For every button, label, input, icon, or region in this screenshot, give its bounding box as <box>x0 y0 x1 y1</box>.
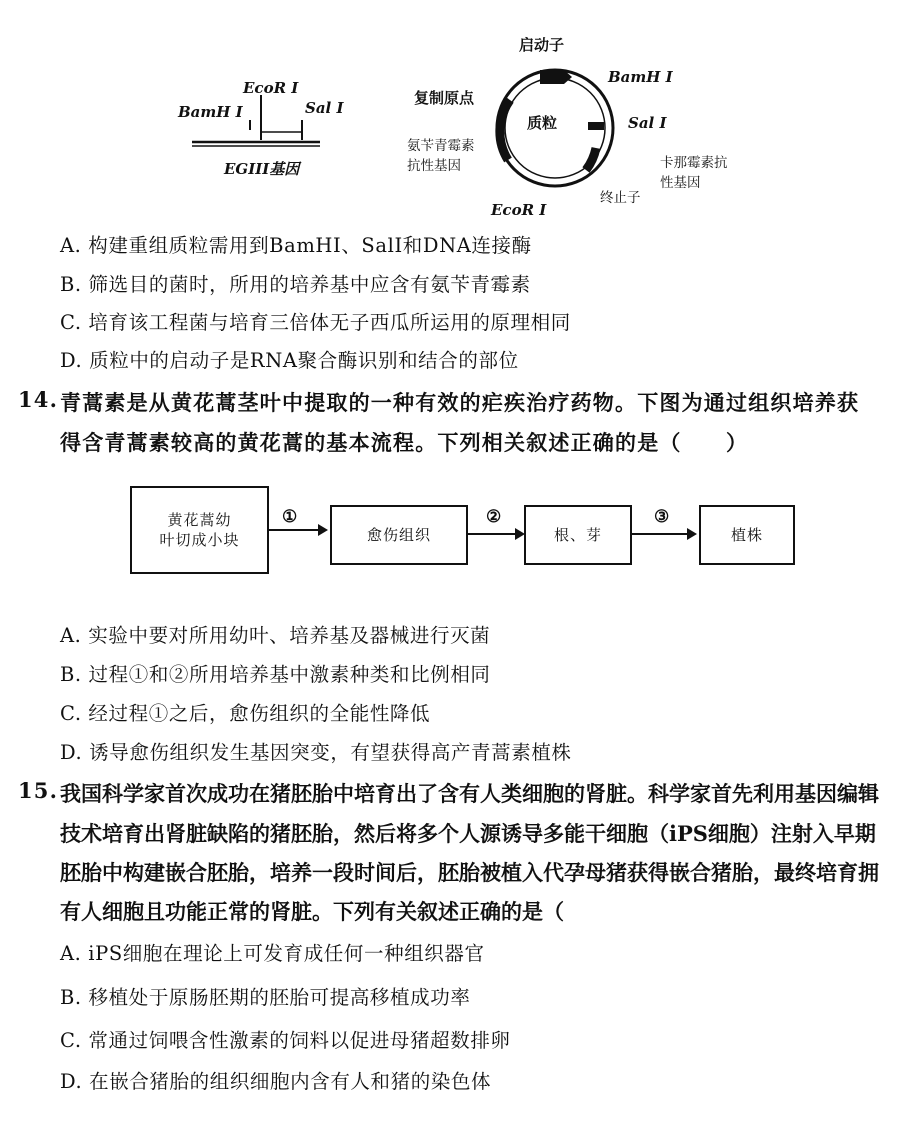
q14-number: 14. <box>18 387 59 412</box>
flow-box-plant-label: 植株 <box>730 526 763 544</box>
q13-option-a: A. 构建重组质粒需用到BamHI、SalI和DNA连接酶 <box>60 234 532 257</box>
flow-box-root-bud <box>524 505 632 565</box>
flow-box-leaf-pieces <box>130 486 269 574</box>
flow-step-1: ① <box>282 507 298 527</box>
q13-option-b: B. 筛选目的菌时，所用的培养基中应含有氨苄青霉素 <box>60 273 531 296</box>
bamhi-plasmid-label: BamH I <box>608 68 673 86</box>
ecori-label: EcoR I <box>243 79 299 97</box>
q15-stem-line4: 有人细胞且功能正常的肾脏。下列有关叙述正确的是（ <box>60 899 564 924</box>
q15-number: 15. <box>18 778 59 803</box>
q15-option-c: C. 常通过饲喂含性激素的饲料以促进母猪超数排卵 <box>60 1029 511 1052</box>
kan-resistance-gene-block <box>586 148 596 170</box>
q15-option-b: B. 移植处于原肠胚期的胚胎可提高移植成功率 <box>60 986 471 1009</box>
flow-box-leaf-pieces-line2: 叶切成小块 <box>159 531 240 549</box>
bamhi-label: BamH I <box>178 103 243 121</box>
kan-gene-label-line2: 性基因 <box>660 175 701 191</box>
flow-step-3: ③ <box>654 507 670 527</box>
q13-option-c: C. 培育该工程菌与培育三倍体无子西瓜所运用的原理相同 <box>60 311 571 334</box>
egiii-gene-label: EGIII基因 <box>224 160 300 178</box>
q14-option-b: B. 过程①和②所用培养基中激素种类和比例相同 <box>60 663 491 686</box>
flow-box-root-bud-label: 根、芽 <box>553 526 602 544</box>
amp-gene-label-line2: 抗性基因 <box>407 158 461 174</box>
flow-step-2: ② <box>486 507 502 527</box>
sali-label: Sal I <box>305 99 344 117</box>
sali-plasmid-label: Sal I <box>628 114 667 132</box>
q14-option-d: D. 诱导愈伤组织发生基因突变，有望获得高产青蒿素植株 <box>60 741 572 764</box>
q15-option-d: D. 在嵌合猪胎的组织细胞内含有人和猪的染色体 <box>60 1070 492 1093</box>
flow-box-leaf-pieces-line1: 黄花蒿幼 <box>167 511 232 529</box>
q15-stem-line3: 胚胎中构建嵌合胚胎，培养一段时间后，胚胎被植入代孕母猪获得嵌合猪胎，最终培育拥 <box>60 860 879 885</box>
q15-stem-line2: 技术培育出肾脏缺陷的猪胚胎，然后将多个人源诱导多能干细胞（iPS细胞）注射入早期 <box>60 821 876 846</box>
q15-stem-line1: 我国科学家首次成功在猪胚胎中培育出了含有人类细胞的肾脏。科学家首先利用基因编辑 <box>60 781 879 806</box>
q13-option-d: D. 质粒中的启动子是RNA聚合酶识别和结合的部位 <box>60 349 519 372</box>
sali-site-mark <box>588 122 604 130</box>
flow-arrow-3 <box>631 524 699 544</box>
flow-box-callus <box>330 505 468 565</box>
flow-box-plant <box>699 505 795 565</box>
promoter-label: 启动子 <box>519 36 565 54</box>
ecori-plasmid-label: EcoR I <box>491 201 547 219</box>
q14-stem-line2: 得含青蒿素较高的黄花蒿的基本流程。下列相关叙述正确的是（ ） <box>60 430 749 455</box>
q15-option-a: A. iPS细胞在理论上可发育成任何一种组织器官 <box>60 942 485 965</box>
q14-stem-line1: 青蒿素是从黄花蒿茎叶中提取的一种有效的疟疾治疗药物。下图为通过组织培养获 <box>60 390 860 415</box>
flow-arrow-2 <box>467 524 527 544</box>
plasmid-center-label: 质粒 <box>527 114 558 132</box>
flow-box-callus-label: 愈伤组织 <box>366 526 431 544</box>
flow-arrow-1 <box>268 520 330 540</box>
q14-option-a: A. 实验中要对所用幼叶、培养基及器械进行灭菌 <box>60 624 491 647</box>
terminator-label: 终止子 <box>600 190 641 206</box>
amp-gene-label-line1: 氨苄青霉素 <box>407 138 475 154</box>
ori-label: 复制原点 <box>414 89 475 107</box>
q14-option-c: C. 经过程①之后，愈伤组织的全能性降低 <box>60 702 431 725</box>
kan-gene-label-line1: 卡那霉素抗 <box>660 155 728 171</box>
